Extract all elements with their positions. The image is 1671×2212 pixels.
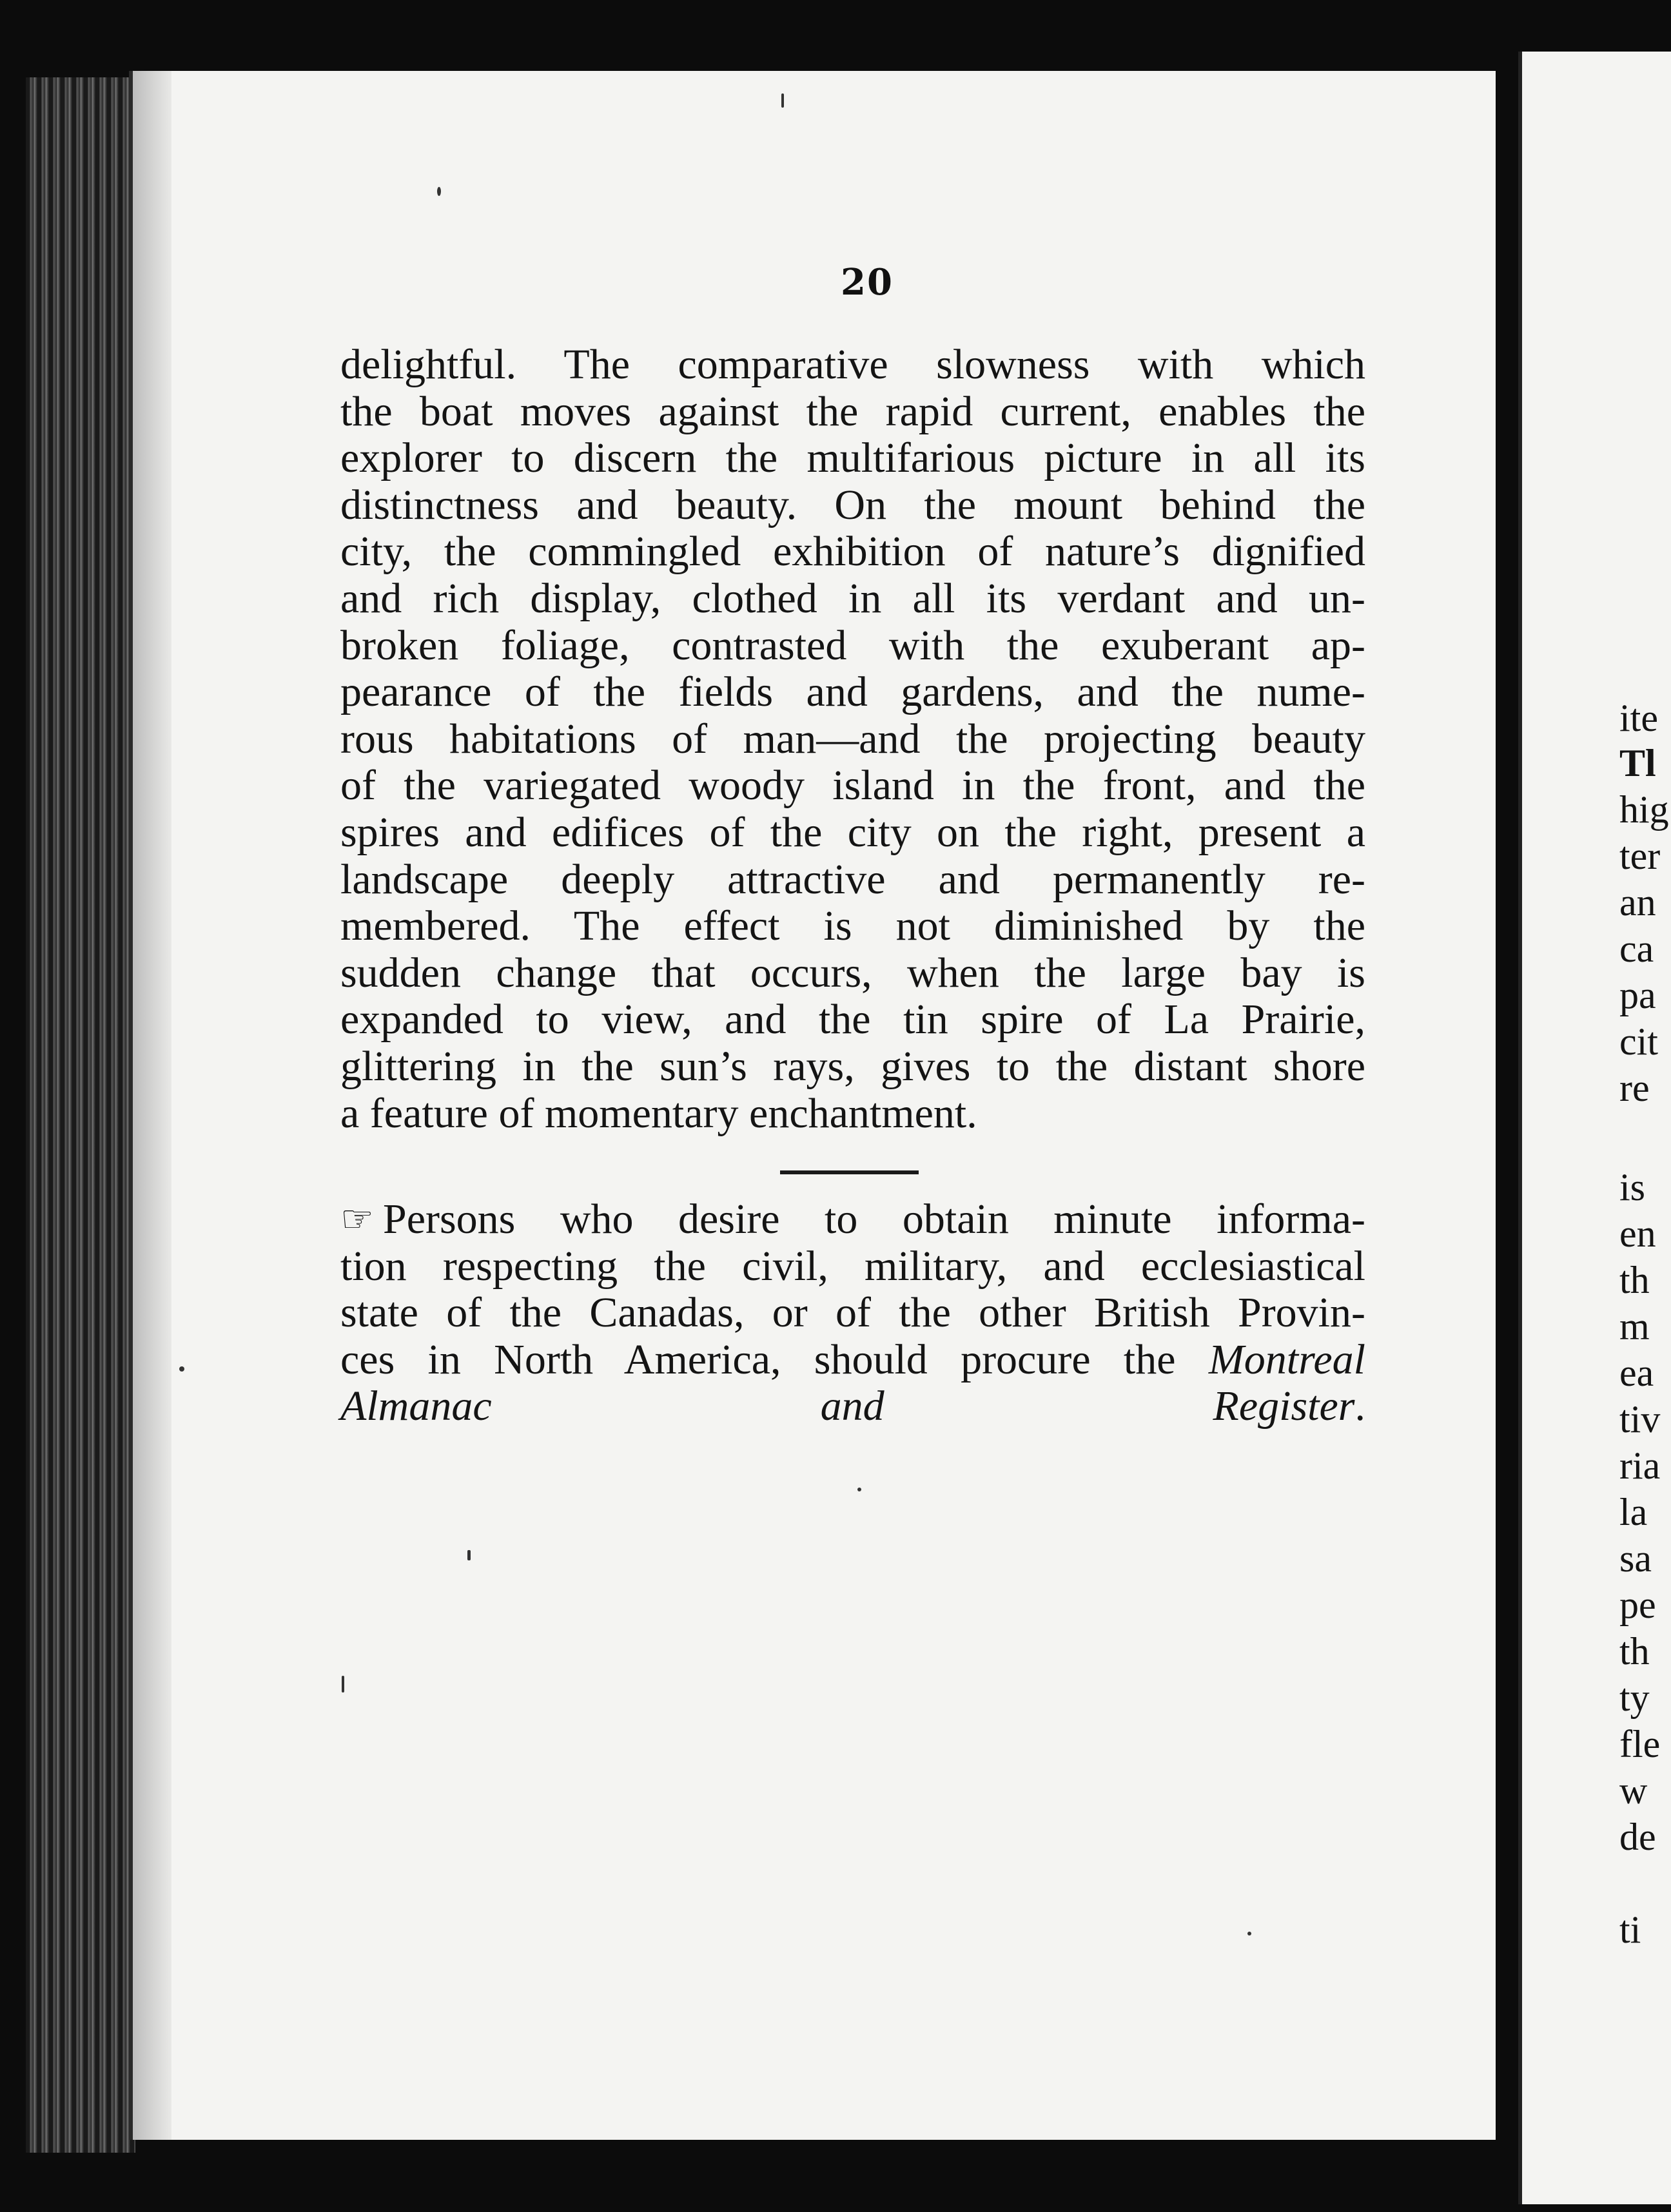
right-page-edge (1518, 52, 1671, 2204)
body-line: delightful. The comparative slowness with which (340, 341, 1365, 388)
fragment: ti (1619, 1908, 1641, 1951)
body-line: and rich display, clothed in all its verdant and un- (340, 574, 1365, 622)
body-line: expanded to view, and the tin spire of La Prairie, (340, 996, 1365, 1043)
scan-speck (437, 187, 441, 196)
note-text: . (1354, 1382, 1365, 1430)
scan-speck (467, 1550, 471, 1560)
body-line: rous habitations of man—and the projecting beauty (340, 715, 1365, 762)
fragment: re (1619, 1067, 1650, 1109)
almanac-note (340, 1196, 1365, 1430)
fragment: ty (1619, 1676, 1650, 1719)
scan-speck (781, 93, 784, 108)
section-divider-rule (780, 1170, 919, 1174)
fragment: cit (1619, 1020, 1658, 1063)
fragment: ria (1619, 1444, 1661, 1487)
fragment: ca (1619, 927, 1654, 970)
fragment: ter (1619, 835, 1661, 877)
book-spine-edge (26, 77, 135, 2153)
fragment: ea (1619, 1352, 1654, 1394)
fragment: fle (1619, 1723, 1661, 1765)
note-line: state of the Canadas, or of the other British Provin- (340, 1289, 1365, 1337)
fragment: is (1619, 1166, 1646, 1208)
body-line: sudden change that occurs, when the large bay is (340, 949, 1365, 996)
note-line (340, 1383, 1365, 1430)
scan-speck (1247, 1932, 1251, 1936)
page-number: 20 (841, 261, 894, 304)
body-line: spires and edifices of the city on the right, present a (340, 808, 1365, 856)
note-text: Persons who desire to obtain minute informa- (383, 1196, 1365, 1243)
publication-title: Almanac and Register (340, 1382, 1355, 1430)
fragment: th (1619, 1630, 1650, 1673)
body-line: landscape deeply attractive and permanently re- (340, 855, 1365, 903)
fragment: la (1619, 1491, 1648, 1533)
body-paragraph (340, 342, 1365, 1137)
fragment: sa (1619, 1537, 1652, 1580)
body-line: city, the commingled exhibition of nature’s dignified (340, 528, 1365, 576)
body-line: glittering in the sun’s rays, gives to the distant shore (340, 1042, 1365, 1090)
body-line: distinctness and beauty. On the mount behind the (340, 481, 1365, 529)
body-line: the boat moves against the rapid current, enables the (340, 387, 1365, 435)
note-line: tion respecting the civil, military, and ecclesiastical (340, 1242, 1365, 1290)
scan-speck (857, 1488, 861, 1491)
fragment: hig (1619, 788, 1669, 831)
publication-title: Montreal (1208, 1335, 1365, 1383)
note-line (340, 1196, 1365, 1243)
fragment: ite (1619, 697, 1658, 739)
note-line (340, 1337, 1365, 1384)
body-line: of the variegated woody island in the front, and the (340, 762, 1365, 810)
manicule-icon: ☞ (340, 1197, 374, 1241)
fragment: pa (1619, 974, 1656, 1016)
fragment: de (1619, 1816, 1656, 1858)
fragment: en (1619, 1212, 1656, 1255)
fragment: an (1619, 881, 1656, 924)
scan-speck (342, 1676, 344, 1693)
fragment: tiv (1619, 1398, 1661, 1441)
scan-speck (179, 1366, 184, 1372)
fragment: m (1619, 1305, 1650, 1348)
note-text: ces in North America, should procure the (340, 1335, 1176, 1383)
body-line: broken foliage, contrasted with the exuberant ap- (340, 621, 1365, 669)
fragment: w (1619, 1769, 1648, 1812)
fragment: Tl (1619, 742, 1656, 784)
fragment: pe (1619, 1584, 1656, 1626)
body-line: membered. The effect is not diminished by the (340, 902, 1365, 950)
body-line: a feature of momentary enchantment. (340, 1089, 977, 1137)
body-line: pearance of the fields and gardens, and the nume- (340, 668, 1365, 716)
body-line: explorer to discern the multifarious picture in all its (340, 434, 1365, 482)
fragment: th (1619, 1259, 1650, 1301)
